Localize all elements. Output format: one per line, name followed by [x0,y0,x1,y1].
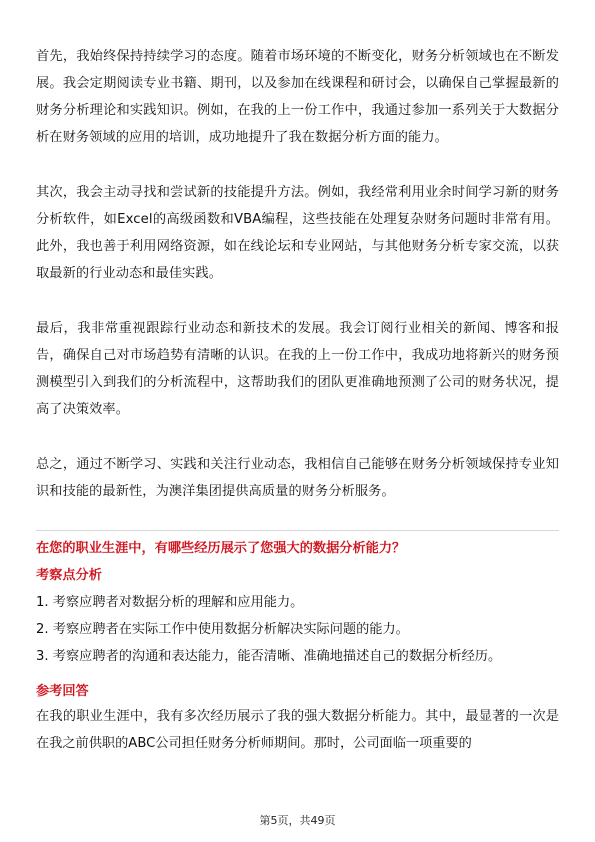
paragraph-industry-trends: 最后，我非常重视跟踪行业动态和新技术的发展。我会订阅行业相关的新闻、博客和报告，确保自己对市场趋势有清晰的认识。在我的上一份工作中，我成功地将新兴的财务预测模型引入到我们的分析流程中，这帮助我们的团队更准确地预测了公司的财务状况，提高了决策效率。 [36,321,559,417]
paragraph-skill-methods: 其次，我会主动寻找和尝试新的技能提升方法。例如，我经常利用业余时间学习新的财务分析软件，如Excel的高级函数和VBA编程，这些技能在处理复杂财务问题时非常有用。此外，我也善于利用网络资源，如在线论坛和专业网站，与其他财务分析专家交流，以获取最新的行业动态和最佳实践。 [36,185,559,281]
interview-question: 在您的职业生涯中，有哪些经历展示了您强大的数据分析能力？ [36,530,559,561]
list-item: 3. 考察应聘者的沟通和表达能力，能否清晰、准确地描述自己的数据分析经历。 [36,649,502,664]
page-number-footer: 第5页，共49页 [259,814,336,827]
list-item: 2. 考察应聘者在实际工作中使用数据分析解决实际问题的能力。 [36,622,409,637]
analysis-title: 考察点分析 [36,568,102,583]
list-item: 1. 考察应聘者对数据分析的理解和应用能力。 [36,595,304,610]
reference-answer-title: 参考回答 [36,684,89,699]
paragraph-continuous-learning: 首先，我始终保持持续学习的态度。随着市场环境的不断变化，财务分析领域也在不断发展。我会定期阅读专业书籍、期刊，以及参加在线课程和研讨会，以确保自己掌握最新的财务分析理论和实践知识。例如，在我的上一份工作中，我通过参加一系列关于大数据分析在财务领域的应用的培训，成功地提升了我在数据分析方面的能力。 [36,49,559,145]
analysis-list [36,589,559,670]
paragraph-conclusion: 总之，通过不断学习、实践和关注行业动态，我相信自己能够在财务分析领域保持专业知识和技能的最新性，为澳洋集团提供高质量的财务分析服务。 [36,457,559,499]
document-page [36,43,559,757]
reference-answer-text: 在我的职业生涯中，我有多次经历展示了我的强大数据分析能力。其中，最显著的一次是在我之前供职的ABC公司担任财务分析师期间。那时，公司面临一项重要的 [36,709,559,751]
